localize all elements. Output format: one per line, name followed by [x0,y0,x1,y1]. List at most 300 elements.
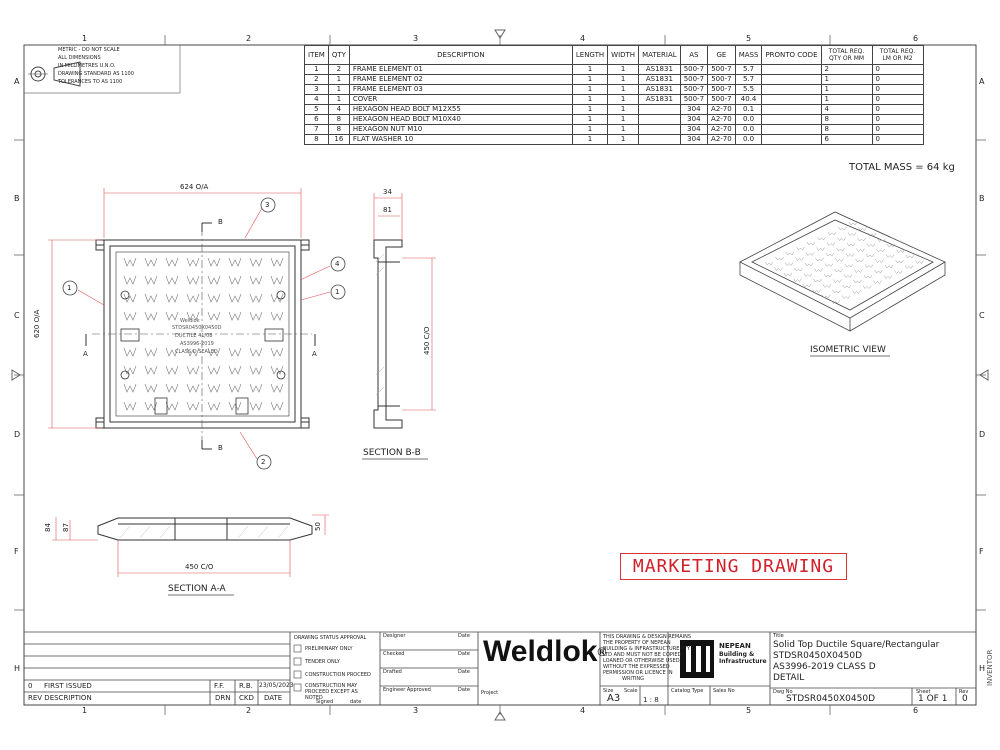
checked-date-label: Date [458,651,470,657]
cover-pattern-tile [229,384,241,392]
bom-cell: 2 [305,75,329,85]
iso-pattern-tile [835,269,843,272]
iso-pattern-tile [775,268,783,271]
sales-no-label: Sales No [713,688,735,694]
iso-pattern-tile [848,233,856,236]
cover-pattern-tile [145,276,157,284]
cover-pattern-tile [166,294,178,302]
rev-number: 0 [28,682,33,690]
iso-pattern-tile [853,291,861,294]
bom-cell: 500-7 [708,85,736,95]
bom-cell [762,135,821,145]
iso-pattern-tile [839,227,847,230]
bom-row [305,135,924,145]
zone-row-c: C [14,311,20,320]
cover-pattern-tile [187,384,199,392]
bom-cell: 1 [572,95,607,105]
bom-cell: HEXAGON NUT M10 [349,125,572,135]
iso-pattern-tile [875,270,883,273]
bom-header-cell: LENGTH [572,46,607,65]
bom-header-cell: QTY [328,46,349,65]
iso-pattern-tile [805,263,813,266]
note-line-5: TOLERANCES TO AS 1100 [58,79,123,85]
scale-label: Scale [624,688,638,694]
iso-pattern-tile [828,232,836,235]
bom-cell: 304 [680,125,707,135]
bom-cell: FRAME ELEMENT 01 [349,65,572,75]
iso-pattern-tile [826,253,834,256]
bom-cell: 1 [572,105,607,115]
cover-pattern-tile [250,276,262,284]
bom-cell: 1 [328,95,349,105]
cover-pattern-tile [208,402,220,410]
bom-cell: 304 [680,105,707,115]
project-label: Project [481,690,499,696]
iso-pattern-tile [895,271,903,274]
iso-pattern-tile [818,237,826,240]
status-title: DRAWING STATUS APPROVAL [294,635,367,641]
bom-cell [639,105,681,115]
iso-pattern-tile [847,243,855,246]
cover-pattern-tile [187,276,199,284]
registered-mark: ® [597,645,607,659]
zone-row-a: A [14,77,20,86]
iso-pattern-tile [797,247,805,250]
bom-cell: 1 [572,125,607,135]
bom-cell: 8 [328,115,349,125]
iso-pattern-tile [885,265,893,268]
bom-cell: 0 [872,65,923,75]
iso-pattern-tile [864,275,872,278]
bom-cell: 0.0 [735,125,762,135]
dim-b-34: 34 [383,188,392,196]
iso-pattern-tile [815,269,823,272]
bom-cell: 1 [608,105,639,115]
bom-cell: 0 [872,125,923,135]
dim-a-87: 87 [62,523,70,532]
scale-value: 1 : 8 [643,696,659,704]
bom-row [305,115,924,125]
checked-label: Checked [383,651,405,657]
bom-cell: 500-7 [680,75,707,85]
bom-cell: 1 [572,75,607,85]
bom-cell: 500-7 [708,95,736,105]
bom-cell: 0 [872,105,923,115]
bom-row [305,105,924,115]
cover-pattern-tile [208,366,220,374]
zone-col-6: 6 [913,34,919,43]
copyright-line-7: PERMISSION OR LICENCE IN [603,670,673,676]
zone-col-1-bottom: 1 [82,706,88,715]
cover-pattern-tile [166,384,178,392]
cover-pattern-tile [271,312,283,320]
cover-pattern-tile [229,366,241,374]
bom-cell: 5.7 [735,75,762,85]
cover-pattern-tile [250,366,262,374]
iso-pattern-tile [886,255,894,258]
bom-cell [639,115,681,125]
bom-cell: 0 [872,135,923,145]
cover-text-4: AS3996-2019 [180,341,214,347]
zone-col-5: 5 [746,34,752,43]
isometric-view-label: ISOMETRIC VIEW [810,345,886,355]
dim-b-81: 81 [383,206,392,214]
title-label: Title [773,633,784,639]
bom-header-cell: PRONTO CODE [762,46,821,65]
cover-pattern-tile [145,384,157,392]
iso-pattern-tile [814,279,822,282]
bom-row [305,65,924,75]
bom-cell: 0.0 [735,135,762,145]
balloon-1-left: 1 [67,284,72,292]
cover-pattern-tile [250,402,262,410]
cover-pattern-tile [124,348,136,356]
iso-pattern-tile [916,261,924,264]
section-aa-label: SECTION A-A [168,584,226,594]
bom-cell: 4 [328,105,349,115]
bom-header-cell: TOTAL REQ. LM OR M2 [872,46,923,65]
cover-pattern-tile [250,384,262,392]
status-construction-noted: CONSTRUCTION MAY PROCEED EXCEPT AS NOTED [305,683,358,701]
bom-header-cell: GE [708,46,736,65]
approved-date-label: Date [458,687,470,693]
bom-row [305,95,924,105]
cover-pattern-tile [166,366,178,374]
bom-cell: 1 [572,115,607,125]
status-signed: Signed [316,699,334,705]
cover-pattern-tile [229,258,241,266]
cover-pattern-tile [250,348,262,356]
iso-pattern-tile [796,258,804,261]
balloon-2: 2 [261,458,266,466]
status-construction: CONSTRUCTION PROCEED [305,672,371,678]
iso-pattern-tile [776,257,784,260]
sheet-label: Sheet [916,689,931,695]
iso-pattern-tile [905,266,913,269]
bom-cell [762,65,821,75]
zone-col-3: 3 [413,34,419,43]
note-line-1: METRIC - DO NOT SCALE [58,47,120,53]
iso-pattern-tile [785,263,793,266]
bom-cell: 5 [305,105,329,115]
iso-pattern-tile [838,238,846,241]
bom-cell: 1 [608,125,639,135]
cover-pattern-tile [208,312,220,320]
bom-cell [762,85,821,95]
bom-cell: 40.4 [735,95,762,105]
catalog-type-label: Catalog Type [671,688,704,694]
bom-cell [639,135,681,145]
iso-pattern-tile [845,264,853,267]
bom-cell: 4 [305,95,329,105]
cover-pattern-tile [166,276,178,284]
weldlok-logo-text: Weldlok [483,635,598,668]
bom-cell: 1 [821,75,872,85]
cover-pattern-tile [208,384,220,392]
iso-pattern-tile [906,255,914,258]
iso-pattern-tile [867,244,875,247]
bom-cell: 8 [305,135,329,145]
zone-row-b-right: B [979,194,985,203]
iso-pattern-tile [849,222,857,225]
section-bb-label: SECTION B-B [363,448,421,458]
cover-text-5: CLASS D SEALED [175,349,218,355]
cover-pattern-tile [145,348,157,356]
copyright-line-3: BUILDING & INFRASTRUCTURE PTY [603,646,691,652]
cover-pattern-tile [166,402,178,410]
inventor-mark: INVENTOR [986,649,994,686]
bom-header-cell: WIDTH [608,46,639,65]
zone-row-d: D [14,430,21,439]
cover-pattern-tile [145,258,157,266]
bom-cell: FRAME ELEMENT 03 [349,85,572,95]
iso-pattern-tile [874,281,882,284]
bom-cell: 16 [328,135,349,145]
bom-header-cell: MASS [735,46,762,65]
bom-cell: FRAME ELEMENT 02 [349,75,572,85]
zone-col-1: 1 [82,34,88,43]
bom-cell: 500-7 [708,75,736,85]
section-mark-b-bottom: B [218,444,223,452]
bom-cell: 2 [821,65,872,75]
cover-pattern-tile [124,402,136,410]
bom-cell: HEXAGON HEAD BOLT M10X40 [349,115,572,125]
copyright-line-1: THIS DRAWING & DESIGN REMAINS [603,634,692,640]
iso-pattern-tile [887,244,895,247]
iso-pattern-tile [866,254,874,257]
title-line-3: AS3996-2019 CLASS D [773,662,876,672]
bom-cell: 1 [608,115,639,125]
iso-pattern-tile [824,274,832,277]
bom-cell: 1 [608,65,639,75]
zone-col-2: 2 [246,34,252,43]
cover-pattern-tile [166,312,178,320]
bom-cell: 1 [328,75,349,85]
copyright-line-2: THE PROPERTY OF NEPEAN [603,640,671,646]
bom-cell: A2-70 [708,125,736,135]
note-line-4: DRAWING STANDARD AS 1100 [58,71,134,77]
zone-col-5-bottom: 5 [746,706,752,715]
dim-a-450: 450 C/O [185,563,214,571]
bom-cell: COVER [349,95,572,105]
bom-cell: 1 [608,135,639,145]
rev-header-drn: DRN [215,694,231,702]
iso-pattern-tile [863,286,871,289]
cover-text-1: Weldlok [180,318,200,324]
bom-cell: FLAT WASHER 10 [349,135,572,145]
bom-cell [639,125,681,135]
bom-cell: 0.0 [735,115,762,125]
bom-row [305,125,924,135]
designer-date-label: Date [458,633,470,639]
weldlok-logo [483,636,606,668]
bom-header-cell: MATERIAL [639,46,681,65]
bom-cell: A2-70 [708,105,736,115]
dwg-no-label: Dwg No [773,689,793,695]
cover-pattern-tile [250,294,262,302]
marketing-drawing-banner: MARKETING DRAWING [620,553,847,580]
bom-cell: 1 [305,65,329,75]
bom-cell: AS1831 [639,95,681,105]
cover-pattern-tile [124,276,136,284]
cover-pattern-tile [166,258,178,266]
bom-cell: 500-7 [680,95,707,105]
bom-row [305,85,924,95]
bom-header-cell: AS [680,46,707,65]
cover-pattern-tile [145,366,157,374]
nepean-logo-line-3: Infrastructure [719,658,767,665]
dim-overall-height: 620 O/A [33,309,41,338]
iso-pattern-tile [807,242,815,245]
designer-label: Designer [383,633,406,639]
zone-row-a-right: A [979,77,985,86]
bom-cell: 1 [572,135,607,145]
cover-text-3: DUCTILE 41/08 [175,333,213,339]
bom-cell [762,95,821,105]
zone-row-f-right: F [979,547,984,556]
rev-header-date: DATE [264,694,283,702]
cover-pattern-tile [208,294,220,302]
zone-row-h: H [14,664,21,673]
cover-pattern-tile [124,384,136,392]
cover-pattern-tile [271,258,283,266]
cover-pattern-tile [250,258,262,266]
zone-row-c-right: C [979,311,985,320]
cover-pattern-tile [229,402,241,410]
nepean-logo-line-1: NEPEAN [719,642,751,650]
bom-header-row [305,46,924,65]
balloon-3: 3 [265,201,270,209]
balloon-4: 4 [335,260,340,268]
title-line-2: STDSR0450X0450D [773,651,863,661]
bom-header-cell: TOTAL REQ. QTY OR MM [821,46,872,65]
bom-cell: 5.5 [735,85,762,95]
approved-label: Engineer Approved [383,687,431,693]
iso-pattern-tile [854,280,862,283]
iso-pattern-tile [833,290,841,293]
iso-pattern-tile [884,276,892,279]
bom-cell: 5.7 [735,65,762,75]
rev-value: 0 [962,694,968,704]
rev-description: FIRST ISSUED [44,682,92,690]
size-label: Size [603,688,614,694]
balloon-1-right: 1 [335,288,340,296]
iso-pattern-tile [784,273,792,276]
bom-header-cell: DESCRIPTION [349,46,572,65]
zone-col-4: 4 [580,34,586,43]
bom-cell: 500-7 [680,85,707,95]
iso-pattern-tile [897,250,905,253]
status-preliminary: PRELIMINARY ONLY [305,646,353,652]
bom-cell: 0 [872,75,923,85]
bom-cell: 1 [821,85,872,95]
cover-pattern-tile [124,258,136,266]
iso-pattern-tile [825,264,833,267]
status-date: date [350,699,362,705]
bom-cell: 0.1 [735,105,762,115]
bom-cell: 0 [872,85,923,95]
zone-col-3-bottom: 3 [413,706,419,715]
bom-cell: A2-70 [708,115,736,125]
iso-pattern-tile [855,270,863,273]
bom-cell: 304 [680,135,707,145]
cover-pattern-tile [229,348,241,356]
bom-cell [762,105,821,115]
zone-col-4-bottom: 4 [580,706,586,715]
iso-pattern-tile [842,296,850,299]
bom-cell: 1 [608,85,639,95]
rev-header-description: REV DESCRIPTION [28,694,92,702]
bom-cell: 8 [328,125,349,135]
cover-pattern-tile [208,258,220,266]
cover-pattern-tile [187,294,199,302]
iso-pattern-tile [834,280,842,283]
bom-cell: 1 [608,95,639,105]
bom-cell: 1 [821,95,872,105]
title-line-4: DETAIL [773,673,805,683]
rev-date: 23/05/2023 [259,682,294,689]
cover-pattern-tile [271,276,283,284]
sheet-value: 1 OF 1 [918,694,948,704]
cover-pattern-tile [271,402,283,410]
iso-pattern-tile [843,285,851,288]
copyright-line-8: WRITING [622,676,645,682]
bom-header-cell: ITEM [305,46,329,65]
iso-pattern-tile [827,243,835,246]
bom-cell: AS1831 [639,75,681,85]
bom-cell: A2-70 [708,135,736,145]
copyright-line-5: LOANED OR OTHERWISE USED [603,658,680,664]
iso-pattern-tile [877,249,885,252]
status-tender: TENDER ONLY [305,659,340,665]
cover-pattern-tile [145,312,157,320]
bom-cell: 1 [572,85,607,95]
bom-cell: AS1831 [639,85,681,95]
iso-pattern-tile [817,248,825,251]
bom-cell: HEXAGON HEAD BOLT M12X55 [349,105,572,115]
cover-pattern-tile [145,294,157,302]
iso-pattern-tile [786,252,794,255]
dim-overall-width: 624 O/A [180,183,209,191]
iso-pattern-tile [844,275,852,278]
title-line-1: Solid Top Ductile Square/Rectangular [773,640,940,650]
bom-cell: 6 [821,135,872,145]
cover-pattern-tile [187,402,199,410]
cover-pattern-tile [187,258,199,266]
copyright-line-4: LTD AND MUST NOT BE COPIED, [603,652,683,658]
iso-pattern-tile [794,279,802,282]
cover-pattern-tile [271,366,283,374]
iso-pattern-tile [795,268,803,271]
zone-row-f: F [14,547,19,556]
bom-cell: AS1831 [639,65,681,75]
note-line-3: IN MILLIMETRES U.N.O. [58,63,116,69]
iso-pattern-tile [856,259,864,262]
iso-pattern-tile [804,274,812,277]
drafted-label: Drafted [383,669,402,675]
cover-pattern-tile [271,384,283,392]
bom-cell: 4 [821,105,872,115]
bom-cell: 8 [821,115,872,125]
bom-cell: 2 [328,65,349,75]
bom-cell [762,125,821,135]
cover-pattern-tile [271,348,283,356]
cover-pattern-tile [250,312,262,320]
rev-checked: R.B. [239,682,253,690]
cover-pattern-tile [208,276,220,284]
copyright-line-6: WITHOUT THE EXPRESSED [603,664,670,670]
bom-cell: 3 [305,85,329,95]
